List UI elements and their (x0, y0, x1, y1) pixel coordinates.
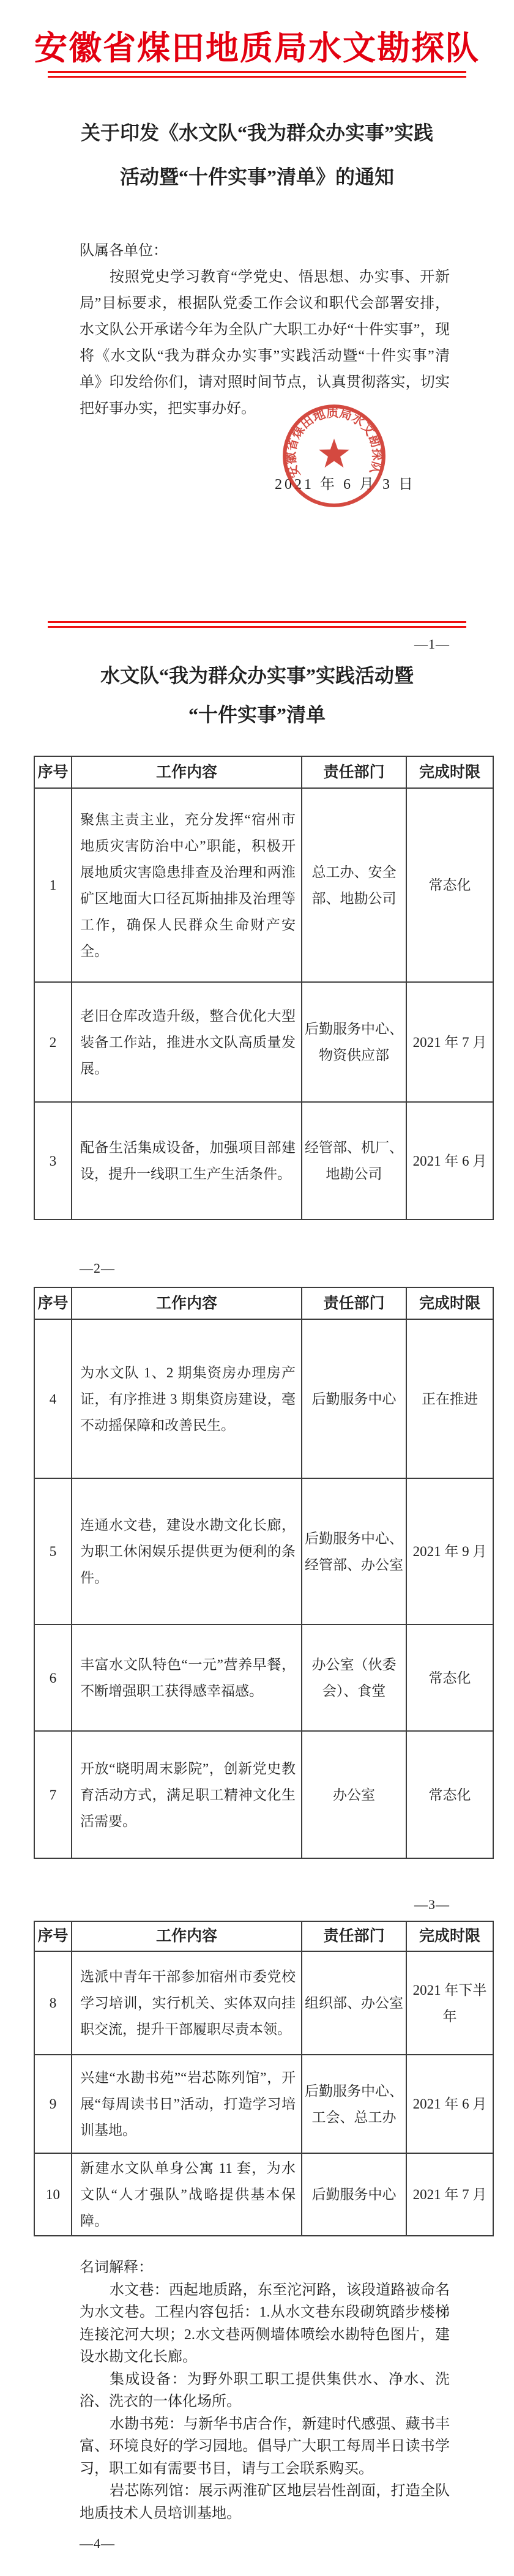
table-header-cell: 序号 (34, 756, 72, 788)
issue-date: 2021 年 6 月 3 日 (275, 477, 415, 493)
table-row (34, 982, 493, 1102)
page-number-3: —3— (414, 1897, 450, 1912)
table-header-cell: 序号 (34, 1287, 72, 1319)
responsible-dept: 后勤服务中心、工会、总工办 (302, 2055, 406, 2153)
responsible-dept: 经管部、机厂、地勘公司 (302, 1102, 406, 1219)
glossary-item: 水文巷：西起地质路，东至沱河路，该段道路被命名为水文巷。工程内容包括：1.从水文巷东段砌筑踏步楼梯连接沱河大坝；2.水文巷两侧墙体喷绘水勘特色图片，建设水勘文化长廊。 (80, 2282, 450, 2365)
row-number: 5 (34, 1478, 72, 1625)
completion-deadline: 常态化 (406, 1625, 493, 1731)
row-number: 9 (34, 2055, 72, 2153)
row-number: 4 (34, 1319, 72, 1478)
row-number: 2 (34, 982, 72, 1102)
notice-title-line2: 活动暨“十件实事”清单》的通知 (119, 166, 394, 188)
table-header-cell: 完成时限 (406, 1287, 493, 1319)
glossary-item: 集成设备：为野外职工职工提供集供水、净水、洗浴、洗衣的一体化场所。 (80, 2371, 450, 2410)
completion-deadline: 常态化 (406, 788, 493, 982)
work-content: 选派中青年干部参加宿州市委党校学习培训，实行机关、实体双向挂职交流，提升干部履职尽责本领。 (72, 1951, 302, 2055)
glossary-item: 岩芯陈列馆：展示两淮矿区地层岩性剖面，打造全队地质技术人员培训基地。 (80, 2483, 450, 2522)
notice-title (0, 111, 514, 199)
completion-deadline: 2021 年 6 月 (406, 2055, 493, 2153)
row-number: 3 (34, 1102, 72, 1219)
table-row (34, 788, 493, 982)
completion-deadline: 2021 年 9 月 (406, 1478, 493, 1625)
masthead-title: 安徽省煤田地质局水文勘探队 (34, 30, 480, 67)
responsible-dept: 办公室（伙委会）、食堂 (302, 1625, 406, 1731)
tasks-table-2 (34, 1287, 494, 1859)
table-header-cell: 责任部门 (302, 756, 406, 788)
responsible-dept: 组织部、办公室 (302, 1951, 406, 2055)
table-header-row (34, 1921, 493, 1951)
masthead-divider-line (48, 71, 466, 78)
responsible-dept: 总工办、安全部、地勘公司 (302, 788, 406, 982)
page-number-2: —2— (80, 1260, 115, 1276)
glossary-section (80, 2257, 450, 2525)
table-header-row (34, 756, 493, 788)
completion-deadline: 2021 年 7 月 (406, 982, 493, 1102)
tasks-table-3 (34, 1921, 494, 2236)
table-row (34, 1731, 493, 1858)
table-header-cell: 序号 (34, 1921, 72, 1951)
official-seal (278, 400, 390, 512)
seal-arc-text: 安徽省煤田地质局水文勘探队 (283, 404, 386, 480)
responsible-dept: 办公室 (302, 1731, 406, 1858)
row-number: 7 (34, 1731, 72, 1858)
table-row (34, 1951, 493, 2055)
responsible-dept: 后勤服务中心 (302, 1319, 406, 1478)
notice-title-line1: 关于印发《水文队“我为群众办实事”实践 (80, 122, 433, 144)
work-content: 聚焦主责主业，充分发挥“宿州市地质灾害防治中心”职能，积极开展地质灾害隐患排查及治理和两淮矿区地面大口径瓦斯抽排及治理等工作，确保人民群众生命财产安全。 (72, 788, 302, 982)
glossary-item: 水勘书苑：与新华书店合作，新建时代感强、藏书丰富、环境良好的学习园地。倡导广大职工每周半日读书学习，职工如有需要书目，请与工会联系购买。 (80, 2416, 450, 2477)
salutation: 队属各单位： (80, 243, 168, 259)
table-header-row (34, 1287, 493, 1319)
table-header-cell: 工作内容 (72, 1921, 302, 1951)
table-header-cell: 责任部门 (302, 1921, 406, 1951)
table-header-cell: 完成时限 (406, 1921, 493, 1951)
row-number: 6 (34, 1625, 72, 1731)
table-header-cell: 责任部门 (302, 1287, 406, 1319)
table-header-cell: 工作内容 (72, 1287, 302, 1319)
table-row (34, 2153, 493, 2236)
seal-star-icon (319, 439, 349, 468)
responsible-dept: 后勤服务中心、经管部、办公室 (302, 1478, 406, 1625)
table-row (34, 1478, 493, 1625)
work-content: 配备生活集成设备，加强项目部建设，提升一线职工生产生活条件。 (72, 1102, 302, 1219)
table-row (34, 1102, 493, 1219)
responsible-dept: 后勤服务中心 (302, 2153, 406, 2236)
content-divider-line (48, 621, 466, 628)
table-row (34, 1319, 493, 1478)
table-header-cell: 工作内容 (72, 756, 302, 788)
row-number: 1 (34, 788, 72, 982)
list-title-line1: 水文队“我为群众办实事”实践活动暨 (100, 664, 414, 687)
completion-deadline: 正在推进 (406, 1319, 493, 1478)
work-content: 老旧仓库改造升级，整合优化大型装备工作站，推进水文队高质量发展。 (72, 982, 302, 1102)
completion-deadline: 常态化 (406, 1731, 493, 1858)
list-title-line2: “十件实事”清单 (188, 704, 326, 726)
responsible-dept: 后勤服务中心、物资供应部 (302, 982, 406, 1102)
row-number: 10 (34, 2153, 72, 2236)
work-content: 新建水文队单身公寓 11 套，为水文队“人才强队”战略提供基本保障。 (72, 2153, 302, 2236)
work-content: 丰富水文队特色“一元”营养早餐，不断增强职工获得感幸福感。 (72, 1625, 302, 1731)
tasks-table-1 (34, 756, 494, 1220)
completion-deadline: 2021 年下半年 (406, 1951, 493, 2055)
table-header-cell: 完成时限 (406, 756, 493, 788)
row-number: 8 (34, 1951, 72, 2055)
page-number-4: —4— (80, 2536, 115, 2551)
completion-deadline: 2021 年 6 月 (406, 1102, 493, 1219)
table-row (34, 1625, 493, 1731)
work-content: 开放“晓明周末影院”，创新党史教育活动方式，满足职工精神文化生活需要。 (72, 1731, 302, 1858)
page-number-1: —1— (414, 636, 450, 652)
completion-deadline: 2021 年 7 月 (406, 2153, 493, 2236)
work-content: 为水文队 1、2 期集资房办理房产证，有序推进 3 期集资房建设，毫不动摇保障和改善民生。 (72, 1319, 302, 1478)
work-content: 连通水文巷，建设水勘文化长廊，为职工休闲娱乐提供更为便利的条件。 (72, 1478, 302, 1625)
work-content: 兴建“水勘书苑”“岩芯陈列馆”，开展“每周读书日”活动，打造学习培训基地。 (72, 2055, 302, 2153)
glossary-heading: 名词解释： (80, 2260, 153, 2276)
notice-paragraph: 按照党史学习教育“学党史、悟思想、办实事、开新局”目标要求，根据队党委工作会议和职代会部署安排，水文队公开承诺今年为全队广大职工办好“十件实事”，现将《水文队“我为群众办实事”实践活动暨“十件实事”清单》印发给你们，请对照时间节点，认真贯彻落实，切实把好事办实，把实事办好。 (80, 269, 450, 417)
table-row (34, 2055, 493, 2153)
list-title (0, 656, 514, 734)
notice-body (80, 238, 450, 422)
